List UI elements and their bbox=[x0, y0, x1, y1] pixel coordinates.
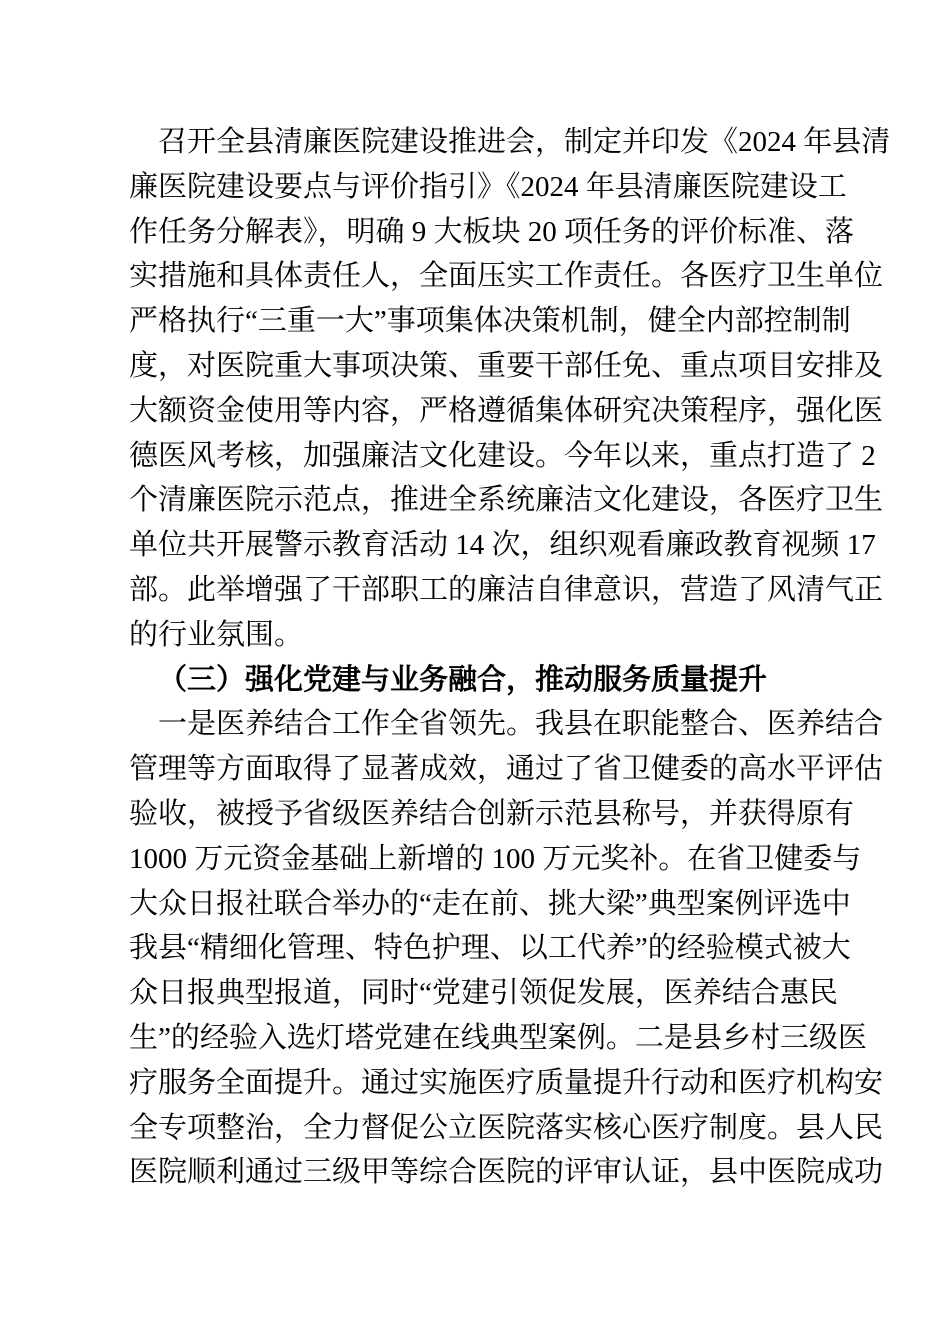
text-line: 众日报典型报道，同时“党建引领促发展，医养结合惠民 bbox=[129, 977, 838, 1010]
text-line: 全专项整治，全力督促公立医院落实核心医疗制度。县人民 bbox=[129, 1111, 884, 1144]
text-line: 严格执行“三重一大”事项集体决策机制，健全内部控制制 bbox=[129, 305, 851, 338]
text-line: 的行业氛围。 bbox=[129, 618, 304, 651]
document-text-block bbox=[129, 120, 891, 1195]
body-paragraph bbox=[129, 120, 891, 658]
text-line: 一是医养结合工作全省领先。我县在职能整合、医养结合 bbox=[158, 708, 884, 741]
body-paragraph bbox=[129, 702, 884, 1195]
text-line: 个清廉医院示范点，推进全系统廉洁文化建设，各医疗卫生 bbox=[129, 484, 884, 517]
text-line: 召开全县清廉医院建设推进会，制定并印发《2024 年县清 bbox=[158, 126, 891, 158]
text-line: 管理等方面取得了显著成效，通过了省卫健委的高水平评估 bbox=[129, 753, 884, 786]
text-line: 作任务分解表》，明确 9 大板块 20 项任务的评价标准、落 bbox=[129, 215, 855, 248]
text-line: 大众日报社联合举办的“走在前、挑大梁”典型案例评选中 bbox=[129, 887, 851, 920]
text-line: 实措施和具体责任人，全面压实工作责任。各医疗卫生单位 bbox=[129, 260, 884, 293]
text-line: 度，对医院重大事项决策、重要干部任免、重点项目安排及 bbox=[129, 349, 884, 382]
text-line: 生”的经验入选灯塔党建在线典型案例。二是县乡村三级医 bbox=[129, 1021, 867, 1054]
section-heading bbox=[129, 658, 818, 703]
text-line: 廉医院建设要点与评价指引》《2024 年县清廉医院建设工 bbox=[129, 170, 847, 203]
text-line: 我县“精细化管理、特色护理、以工代养”的经验模式被大 bbox=[129, 932, 851, 965]
text-line: 1000 万元资金基础上新增的 100 万元奖补。在省卫健委与 bbox=[129, 842, 862, 875]
heading-line: （三）强化党建与业务融合，推动服务质量提升 bbox=[158, 663, 768, 696]
text-line: 大额资金使用等内容，严格遵循集体研究决策程序，强化医 bbox=[129, 394, 884, 427]
text-line: 疗服务全面提升。通过实施医疗质量提升行动和医疗机构安 bbox=[129, 1066, 884, 1099]
text-line: 德医风考核，加强廉洁文化建设。今年以来，重点打造了 2 bbox=[129, 439, 876, 472]
text-line: 验收，被授予省级医养结合创新示范县称号，并获得原有 bbox=[129, 797, 855, 830]
text-line: 部。此举增强了干部职工的廉洁自律意识，营造了风清气正 bbox=[129, 573, 884, 606]
text-line: 单位共开展警示教育活动 14 次，组织观看廉政教育视频 17 bbox=[129, 529, 876, 562]
text-line: 医院顺利通过三级甲等综合医院的评审认证，县中医院成功 bbox=[129, 1156, 884, 1189]
